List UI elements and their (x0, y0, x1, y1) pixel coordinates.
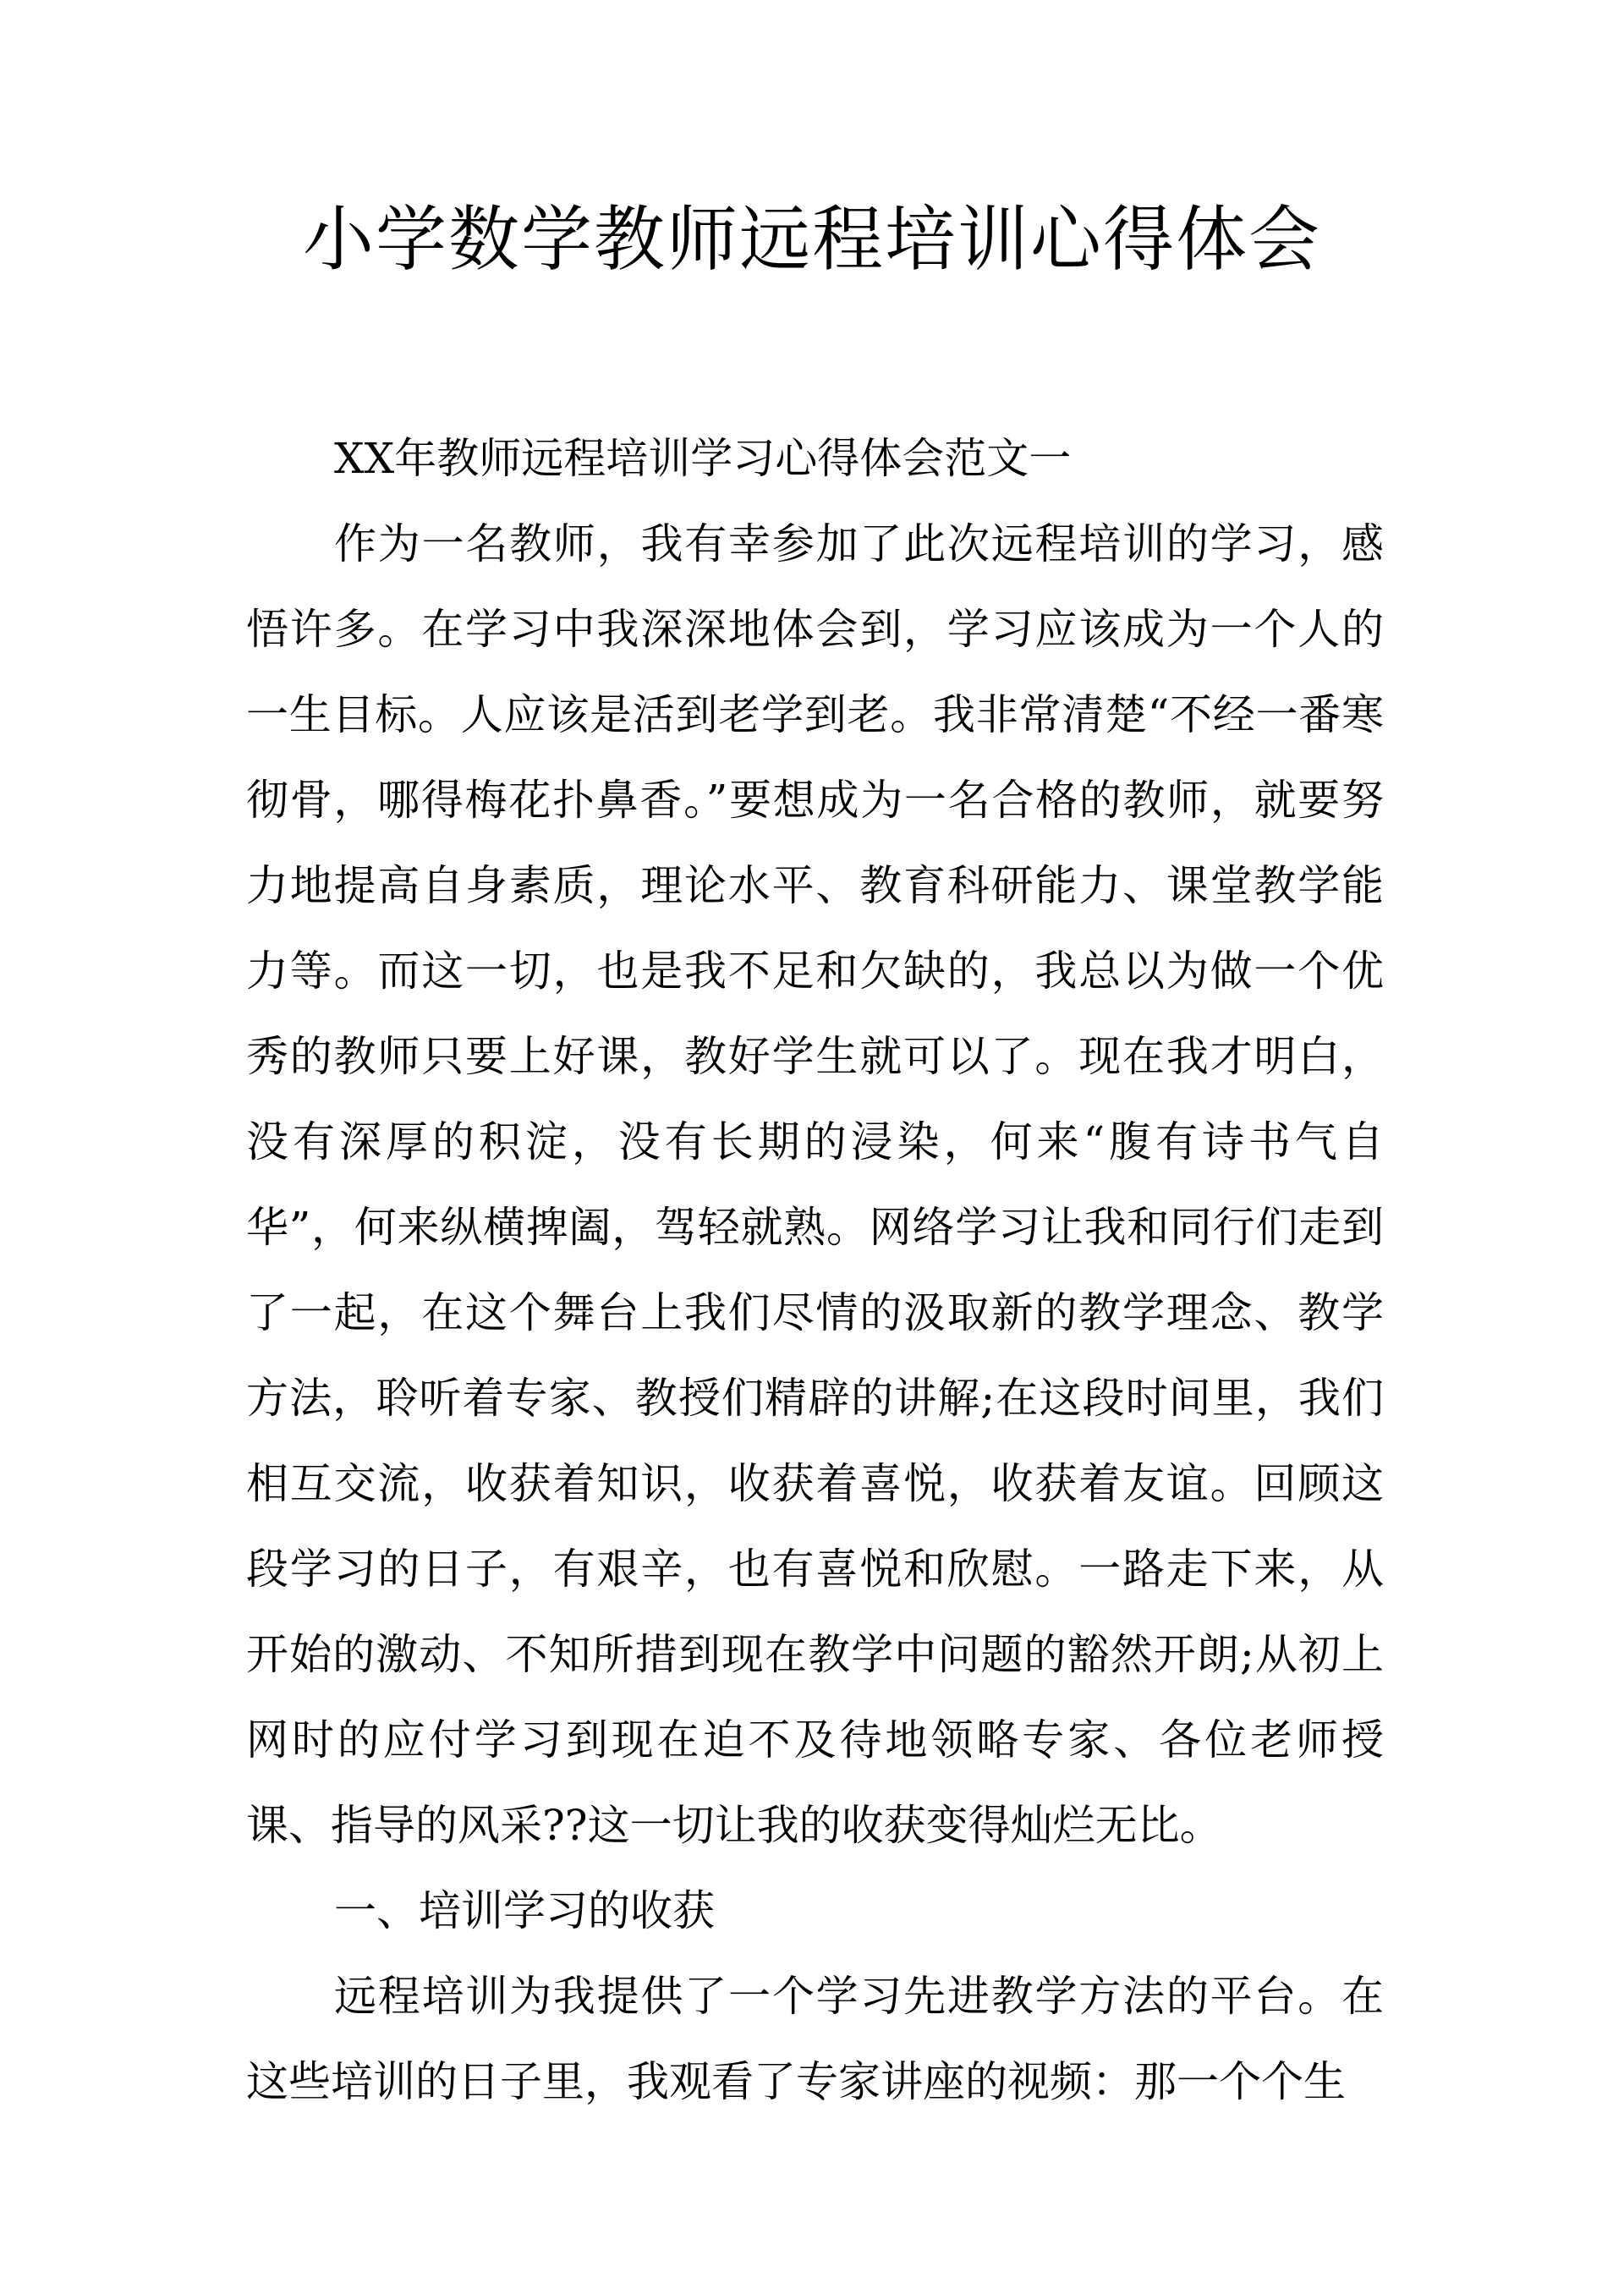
document-subtitle: XX年教师远程培训学习心得体会范文一 (334, 434, 1072, 483)
paragraph-intro: 作为一名教师，我有幸参加了此次远程培训的学习，感悟许多。在学习中我深深地体会到，学习应该成为一个人的一生目标。人应该是活到老学到老。我非常清楚“不经一番寒彻骨，哪得梅花扑鼻香。”要想成为一名合格的教师，就要努力地提高自身素质，理论水平、教育科研能力、课堂教学能力等。而这一切，也是我不足和欠缺的，我总以为做一个优秀的教师只要上好课，教好学生就可以了。现在我才明白，没有深厚的积淀，没有长期的浸染，何来“腹有诗书气自华”，何来纵横捭阖，驾轻就熟。网络学习让我和同行们走到了一起，在这个舞台上我们尽情的汲取新的教学理念、教学方法，聆听着专家、教授们精辟的讲解;在这段时间里，我们相互交流，收获着知识，收获着喜悦，收获着友谊。回顾这段学习的日子，有艰辛，也有喜悦和欣慰。一路走下来，从开始的激动、不知所措到现在教学中问题的豁然开朗;从初上网时的应付学习到现在迫不及待地领略专家、各位老师授课、指导的风采??这一切让我的收获变得灿烂无比。 (246, 519, 1384, 1850)
section-heading: 一、培训学习的收获 (334, 1886, 715, 1935)
document-title: 小学数学教师远程培训心得体会 (302, 198, 1321, 281)
document-body (246, 416, 1384, 2125)
paragraph-platform: 远程培训为我提供了一个学习先进教学方法的平台。在这些培训的日子里，我观看了专家讲座的视频：那一个个生 (246, 1972, 1384, 2106)
